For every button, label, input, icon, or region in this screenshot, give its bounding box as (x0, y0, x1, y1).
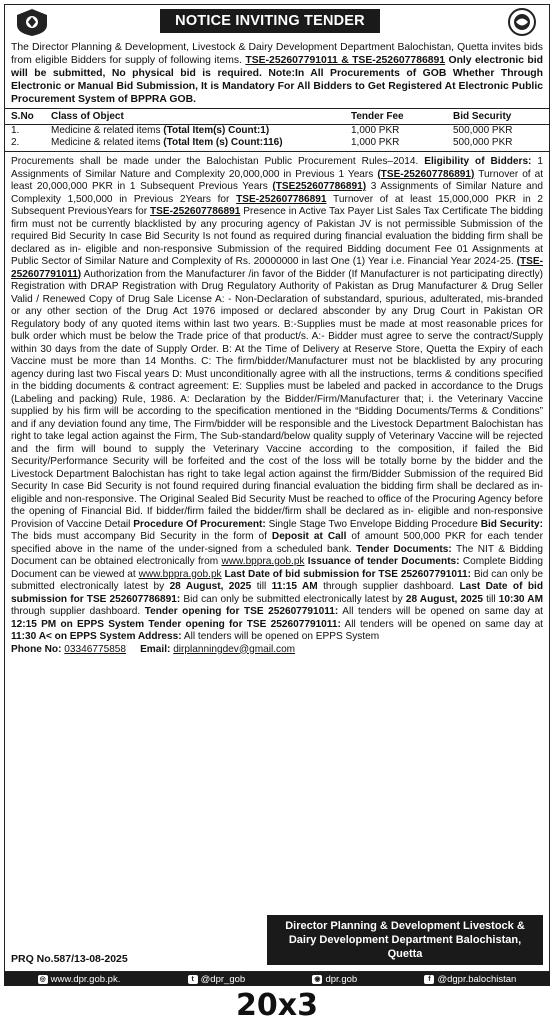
government-emblem-icon (11, 7, 53, 37)
facebook-icon: f (424, 975, 434, 984)
ad-size-label: 20x3 (236, 988, 318, 1023)
header-class: Class of Object (45, 109, 345, 125)
signatory-box: Director Planning & Development Livestock & Dairy Development Department Balochistan, Quetta (267, 915, 543, 965)
social-web[interactable]: ◎ www.dpr.gob.pk. (39, 973, 121, 985)
note-text: Note:In All Procurements of GOB Whether Through Electronic or Manual Bid Submission, It is Mandatory For All Bidders to Get Registered At Electronic Public Procurement System of BPPRA GOB. (11, 68, 543, 105)
table-row: 1. Medicine & related items (Total Item(s) Count:1) 1,000 PKR 500,000 PKR (11, 125, 513, 136)
items-table (5, 108, 549, 149)
tender-notice (4, 4, 550, 972)
twitter-icon: t (188, 975, 198, 984)
notice-header (5, 5, 549, 39)
intro-paragraph: The Director Planning & Development, Livestock & Dairy Development Department Balochistan, Quetta invites bids from eligible Bidders for supply of following items. TSE-252607791011 & TSE-252607786891 Only electronic bid will be submitted, No physical bid is required. Note:In All Procurements of GOB Whether Through Electronic or Manual Bid Submission, It is Mandatory For All Bidders to Get Registered At Electronic Public Procurement System of BPPRA GOB. (11, 42, 544, 105)
notice-title-banner: NOTICE INVITING TENDER (160, 9, 380, 33)
bppra-link[interactable]: www.bppra.gob.pk (138, 568, 222, 580)
email-link[interactable]: dirplanningdev@gmail.com (173, 643, 296, 655)
tse-reference: TSE-252607791011 & TSE-252607786891 (245, 55, 446, 66)
header-fee: Tender Fee (345, 109, 447, 125)
header-security: Bid Security (447, 109, 549, 125)
social-facebook[interactable]: f @dgpr.balochistan (424, 974, 516, 985)
department-logo-icon (501, 7, 543, 37)
table-header-row (5, 109, 549, 125)
prq-number: PRQ No.587/13-08-2025 (11, 953, 128, 965)
tender-conditions: Procurements shall be made under the Balochistan Public Procurement Rules–2014. Eligibility of Bidders: 1 Assignments of Similar Nature and Complexity 20,000,000 in Previous 1 Years (TSE-252607786891) Turnover of at least 20,000,000 PKR in 1 Subsequent Previous Years (TSE252607786891) 3 Assignments of Similar Nature and Complexity 1,500,000 in Previous 2Years for TSE-252607786891 Turnover of at least 15,000,000 PKR in 2 Subsequent PreviousYears for TSE-252607786891 Presence in Active Tax Payer List Sales Tax Certificate The bidding firm must not be currently blacklisted by any procuring agency of Pakistan JV is not permissible Submission of the required Bid Security In case Bid Security Is not found as required during financial evaluation the bidding firm shall be declared as in- eligible and non-responsive Submission of the required Bidding document Fee 01 Assignments at Public Sector of Similar Nature and Complexity of Rs. 20000000 in last One (1) Year i.e. Financial Year 2024-25. (TSE-252607791011) Authorization from the Manufacturer /in favor of the Bidder (If Manufacturer is not participating directly) Registration with DRAP Registration with Drug Regulatory Authority of Pakistan as Drug Manufacturer & Drug Seller Valid / Renewed Copy of Drug Sale License A: - Non-Declaration of substandard, spurious, adulterated, mis-branded or any other section of the Drug Act 1976 imposed or declared absconder by any Drug Court in Pakistan OR Regulatory body of any quoted items within last two years. B:-Supplies must be made at most reasonable prices for bulk order which must be below the Trade price of that product/s. A:- Bidder must agree to serve the contract/Supply within 30 days from the date of Supply Order. B: At the Time of Delivery at Reserve Store, Quetta the Expiry of each Vaccine must be more than 14 Months. C: The firm/bidder/Manufacturer must not be blacklisted by any procuring agency during last two Fiscal years D: Must unconditionally agree with all the instructions, terms & conditions specified in the bidding documents & contract agreement: E: Supplies must be labeled and packed in accordance to the Drugs (Labeling and packing) Rule, 1986. A: Declaration by the Bidder/Firm/Manufacturer that; i. the Veterinary Vaccine supplied by his firm will be according to the specification mentioned in the “Bidding Documents/Terms & Conditions” and if any deviation found any time, The Firm/bidder will be responsible and the Livestock Department Balochistan has right to take legal action against the Firm, The Sub-standard/below quality supply of Veterinary Vaccine will be rejected and the firm will bound to supply the Veterinary Vaccine according to the composition, if failed the Bid Security/Performance Security will be forfeited and the cost of the loss will be totally borne by the bidder and the Livestock Department Balochistan has right to take legal action against the firm/Bidder Submission of the required Bid Security In case Bid Security is not found required during financial evaluation the bidding firm shall be declared as in-eligible and non-responsive. The Original Sealed Bid Security Must be reached to office of the Procuring Agency before the opening of Financial Bid. If bidder/firm failed the bidder/firm shall be declared as in- eligible and non-responsive Provision of Vaccine Detail Procedure Of Procurement: Single Stage Two Envelope Bidding Procedure Bid Security: The bids must accompany Bid Security in the form of Deposit at Call of amount 500,000 PKR for each tender specified above in the name of the under-signed from a scheduled bank. Tender Documents: The NIT & Bidding Document can be obtained electronically from www.bppra.gob.pk Issuance of tender Documents: Complete Bidding Document can be viewed at www.bppra.gob.pk Last Date of bid submission for TSE 252607791011: Bid can only be submitted electronically latest by 28 August, 2025 till 11:15 AM through supplier dashboard. Last Date of bid submission for TSE 252607786891: Bid can only be submitted electronically latest by 28 August, 2025 till 10:30 AM through supplier dashboard. Tender opening for TSE 252607791011: All tenders will be opened on same day at 12:15 PM on EPPS System Tender opening for TSE 252607791011: All tenders will be opened on same day at 11:30 A< on EPPS System Address: All tenders will be opened on EPPS System Phone No: 03346775858 Email: dirplanningdev@gmail.com (5, 151, 549, 656)
table-row: 2. Medicine & related items (Total Item (s) Count:116) 1,000 PKR 500,000 PKR (11, 137, 513, 148)
social-twitter[interactable]: t @dpr_gob (188, 974, 246, 985)
phone-number: 03346775858 (64, 643, 127, 655)
bppra-link[interactable]: www.bppra.gob.pk (221, 556, 305, 567)
social-instagram[interactable]: ◉ dpr.gob (314, 973, 358, 985)
globe-icon: ◎ (39, 975, 46, 983)
header-sno: S.No (5, 109, 45, 125)
social-strip (4, 972, 550, 986)
instagram-icon: ◉ (314, 975, 321, 983)
